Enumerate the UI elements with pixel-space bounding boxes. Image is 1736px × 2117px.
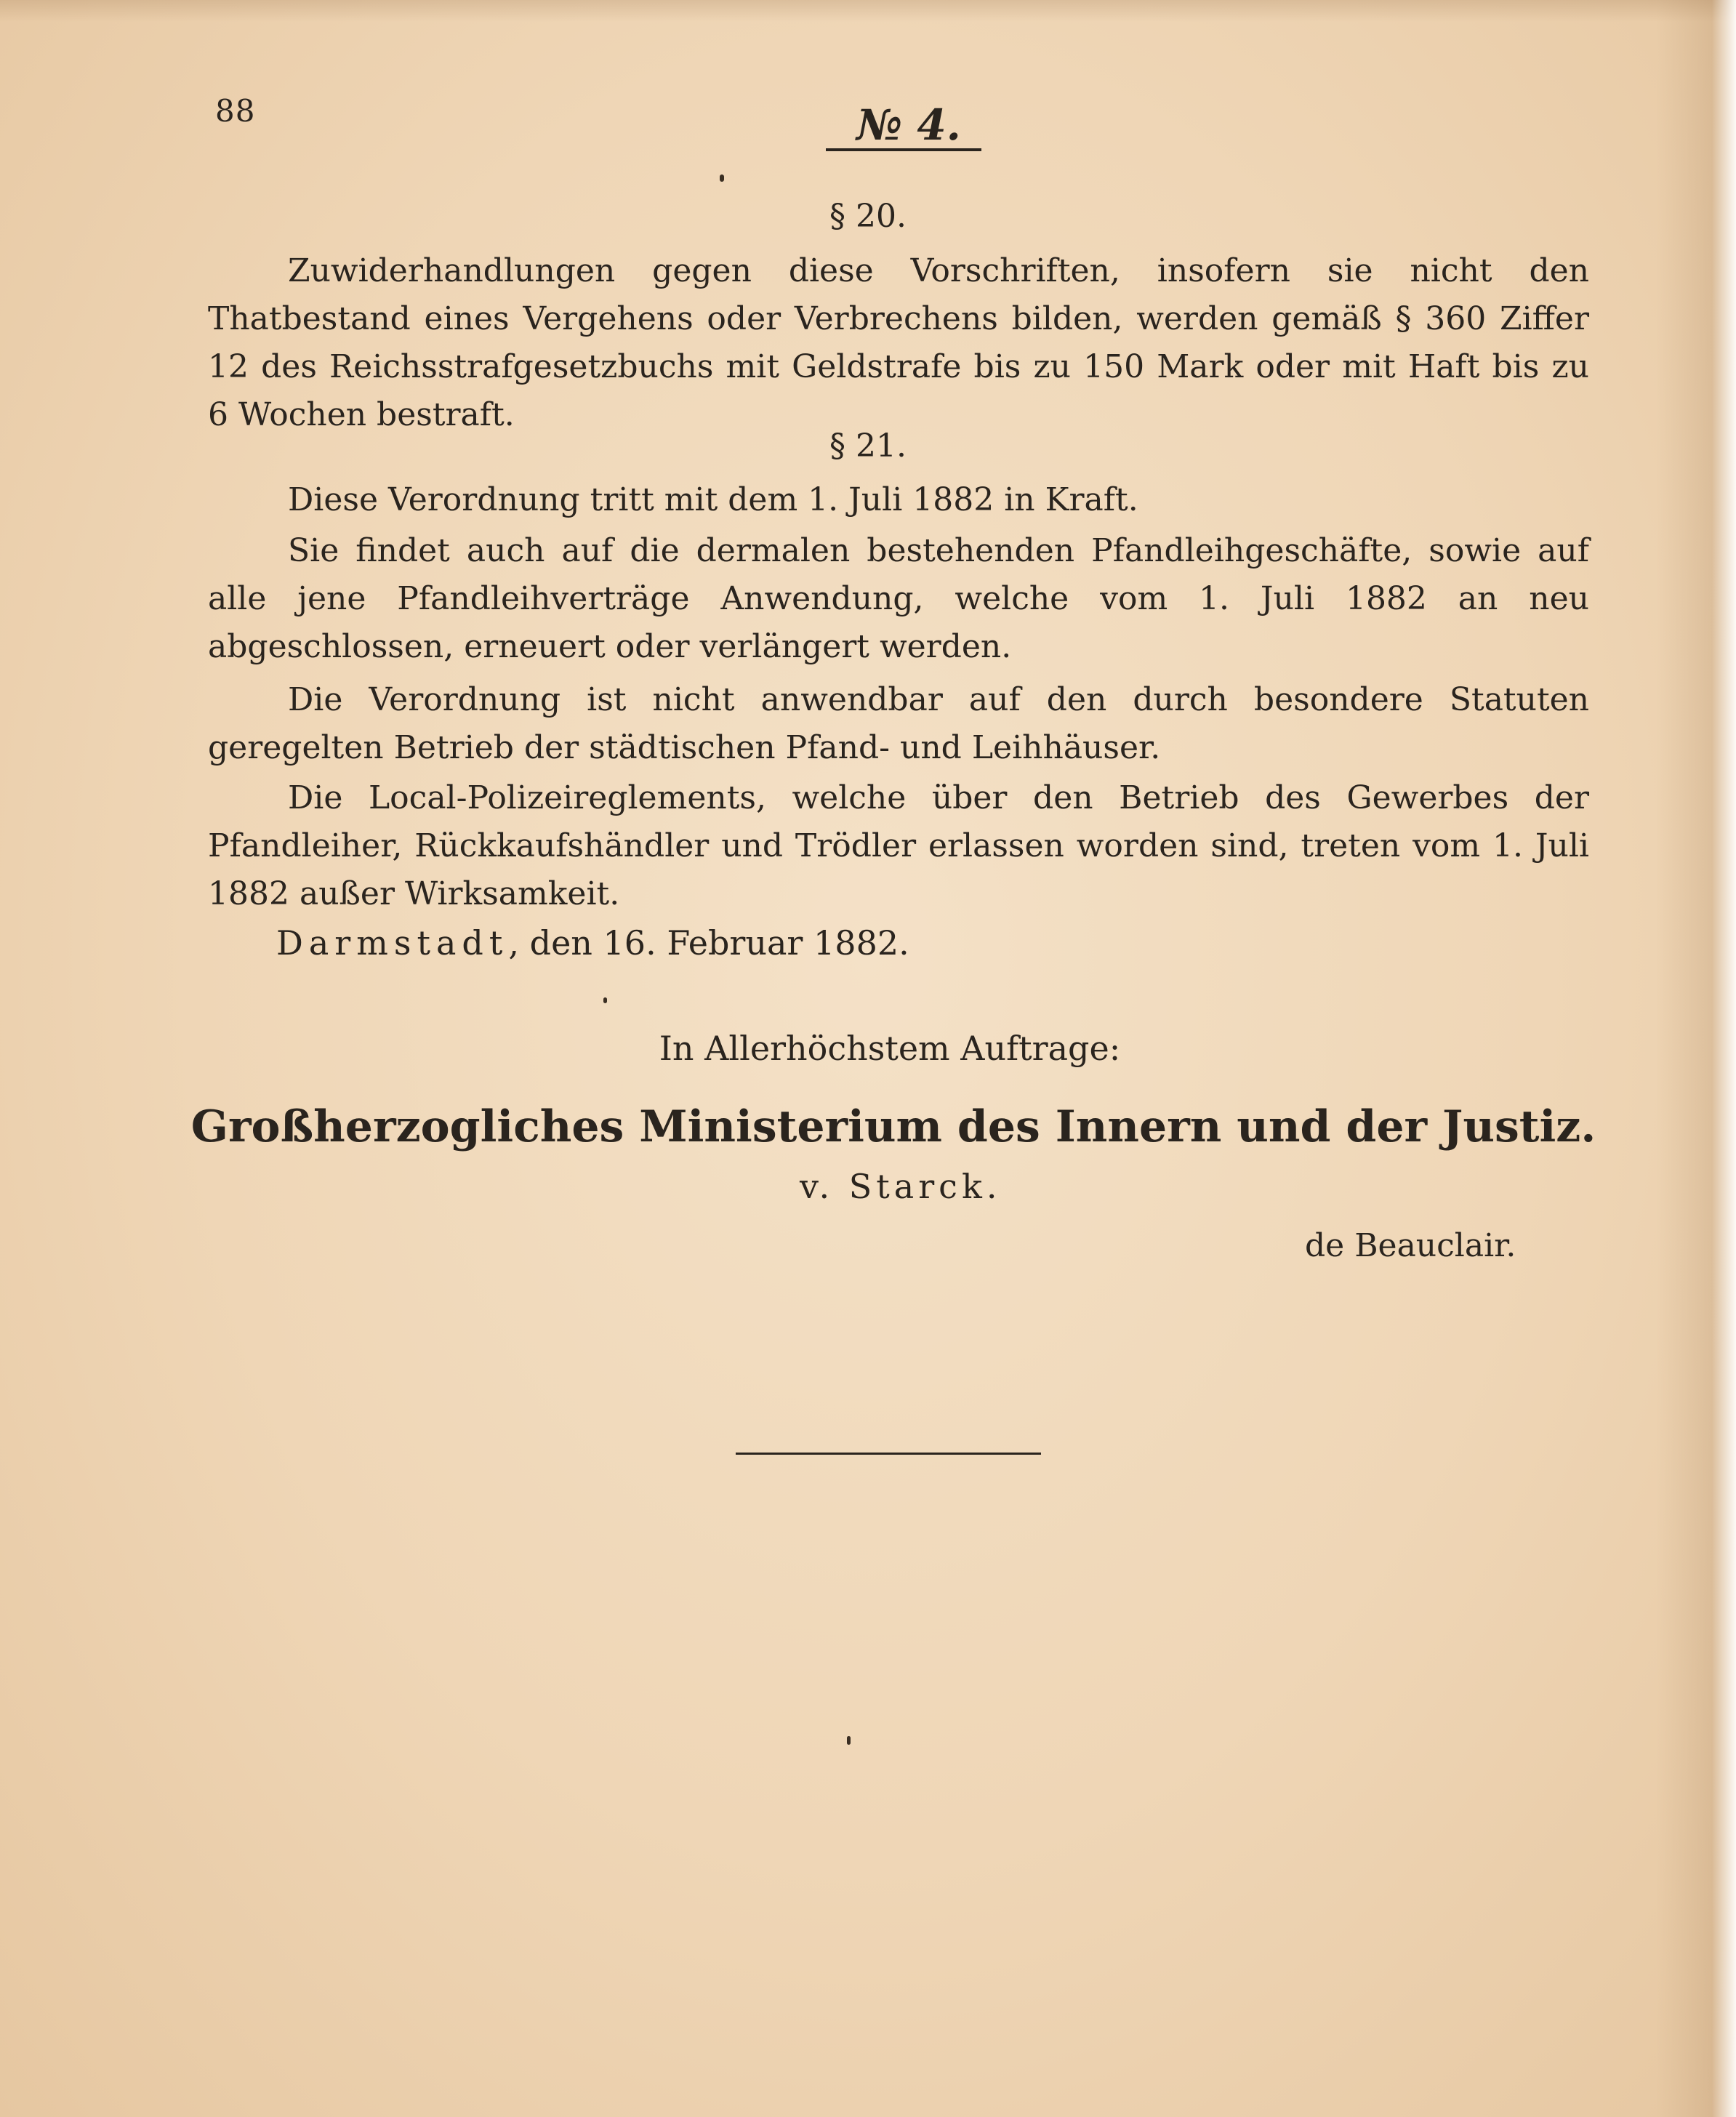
page-number: 88 (215, 93, 256, 129)
paper-speck (720, 174, 724, 182)
section-20-heading: § 20. (829, 198, 907, 235)
section-20-text: Zuwiderhandlungen gegen diese Vorschriften, insofern sie nicht den Thatbestand eines Vergehens oder Verbrechens bilden, werden gemäß § 360 Ziffer 12 des Reichsstrafgesetzbuchs mit Geldstrafe bis zu 150 Mark oder mit Haft bis zu 6 Wochen bestraft. (208, 252, 1589, 433)
footer-rule (736, 1453, 1041, 1455)
header-rule (826, 148, 981, 151)
paper-speck (603, 997, 607, 1003)
date-place: Darmstadt (276, 923, 509, 963)
section-21-heading: § 21. (829, 427, 907, 465)
section-21-paragraph: Die Verordnung ist nicht anwendbar auf den durch besondere Statuten geregelten Betrieb der städtischen Pfand- und Leihhäuser. (208, 681, 1589, 766)
date-text: , den 16. Februar 1882. (508, 923, 909, 963)
date-line (276, 923, 909, 963)
signature-beauclair: de Beauclair. (1305, 1227, 1516, 1264)
section-21-paragraph: Die Local-Polizeireglements, welche über den Betrieb des Gewerbes der Pfandleiher, Rückkaufshändler und Trödler erlassen worden sind, treten vom 1. Juli 1882 außer Wirksamkeit. (208, 779, 1589, 912)
signature-starck: v. Starck. (800, 1167, 1002, 1206)
page-top-edge (0, 0, 1736, 22)
authority-line: In Allerhöchstem Auftrage: (659, 1029, 1121, 1068)
section-21-paragraph: Sie findet auch auf die dermalen bestehenden Pfandleihgeschäfte, sowie auf alle jene Pfandleihverträge Anwendung, welche vom 1. Juli 1882 an neu abgeschlossen, erneuert oder verlängert werden. (208, 532, 1589, 665)
issue-number: № 4. (856, 100, 961, 150)
ministry-name: Großherzogliches Ministerium des Innern und der Justiz. (190, 1101, 1596, 1152)
section-21-paragraph: Diese Verordnung tritt mit dem 1. Juli 1882 in Kraft. (288, 481, 1138, 518)
paper-speck (847, 1736, 851, 1745)
